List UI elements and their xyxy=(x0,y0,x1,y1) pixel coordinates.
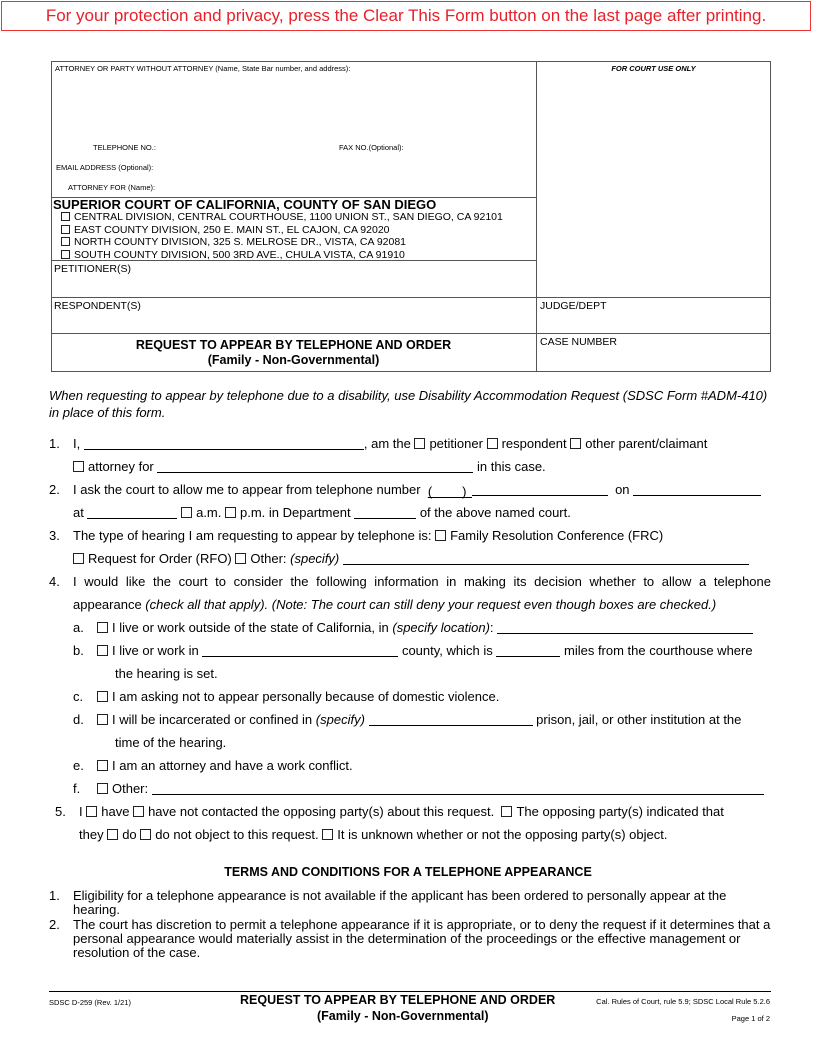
other-parent-checkbox[interactable] xyxy=(570,438,581,449)
item-5-line2: they do do not object to this request. It is unknown whether or not the opposing party(s) object. xyxy=(79,827,668,842)
item-4b: b. I live or work in county, which is miles from the courthouse where xyxy=(73,643,753,658)
petitioner-field[interactable]: PETITIONER(S) xyxy=(54,263,132,275)
terms-list xyxy=(49,889,771,961)
miles-input[interactable] xyxy=(496,643,560,657)
footer-title: REQUEST TO APPEAR BY TELEPHONE AND ORDER xyxy=(240,993,556,1007)
department-input[interactable] xyxy=(354,505,416,519)
telephone-label: TELEPHONE NO.: xyxy=(93,143,156,152)
item-4c: c. I am asking not to appear personally because of domestic violence. xyxy=(73,689,500,704)
county-input[interactable] xyxy=(202,643,398,657)
name-input[interactable] xyxy=(84,436,364,450)
term-item: 1. Eligibility for a telephone appearance is not available if the applicant has been ordered to personally appear at the hearing. xyxy=(49,888,727,917)
case-number-field[interactable]: CASE NUMBER xyxy=(540,336,618,348)
do-not-checkbox[interactable] xyxy=(140,829,151,840)
incarcerated-checkbox[interactable] xyxy=(97,714,108,725)
item-4a: a. I live or work outside of the state of California, in (specify location): xyxy=(73,620,753,636)
attorney-checkbox[interactable] xyxy=(73,461,84,472)
item-4-line2: appearance (check all that apply). (Note: The court can still deny your request even though boxes are checked.) xyxy=(73,597,717,612)
division-east[interactable]: EAST COUNTY DIVISION, 250 E. MAIN ST., EL CAJON, CA 92020 xyxy=(61,224,503,237)
other-reason-input[interactable] xyxy=(152,781,764,795)
item-5: 5. I have have not contacted the opposing party(s) about this request. The opposing party(s) indicated that xyxy=(55,804,724,819)
item-4b-line2: the hearing is set. xyxy=(115,666,218,681)
attorney-for-label: ATTORNEY FOR (Name): xyxy=(68,183,156,192)
frc-checkbox[interactable] xyxy=(435,530,446,541)
item-2: 2. I ask the court to allow me to appear from telephone number ( ) on xyxy=(49,482,761,498)
item-3: 3. The type of hearing I am requesting to appear by telephone is: Family Resolution Conference (FRC) xyxy=(49,528,664,543)
domestic-violence-checkbox[interactable] xyxy=(97,691,108,702)
phone-input[interactable] xyxy=(472,482,608,496)
item-4f: f. Other: xyxy=(73,781,764,797)
court-use-label: FOR COURT USE ONLY xyxy=(611,64,696,73)
checkbox[interactable] xyxy=(61,250,70,259)
form-title: REQUEST TO APPEAR BY TELEPHONE AND ORDER (Family - Non-Governmental) xyxy=(135,338,452,367)
email-label: EMAIL ADDRESS (Optional): xyxy=(56,163,154,172)
privacy-banner: For your protection and privacy, press the Clear This Form button on the last page after printing. xyxy=(1,1,811,31)
division-list xyxy=(61,211,503,261)
item-2-line2: at a.m. p.m. in Department of the above named court. xyxy=(73,505,571,520)
division-south[interactable]: SOUTH COUNTY DIVISION, 500 3RD AVE., CHULA VISTA, CA 91910 xyxy=(61,249,503,262)
institution-input[interactable] xyxy=(369,712,533,726)
have-checkbox[interactable] xyxy=(86,806,97,817)
time-input[interactable] xyxy=(87,505,177,519)
attorney-label: ATTORNEY OR PARTY WITHOUT ATTORNEY (Name, State Bar number, and address): xyxy=(55,64,351,73)
respondent-field[interactable]: RESPONDENT(S) xyxy=(54,300,141,312)
county-checkbox[interactable] xyxy=(97,645,108,656)
petitioner-checkbox[interactable] xyxy=(414,438,425,449)
item-4d-line2: time of the hearing. xyxy=(115,735,227,750)
item-3-line2: Request for Order (RFO) Other: (specify) xyxy=(73,551,749,567)
opposing-indicated-checkbox[interactable] xyxy=(501,806,512,817)
page-number: Page 1 of 2 xyxy=(731,1014,770,1023)
fax-label: FAX NO.(Optional): xyxy=(339,143,404,152)
pm-checkbox[interactable] xyxy=(225,507,236,518)
item-1: 1. I, , am the petitioner respondent other parent/claimant xyxy=(49,436,708,451)
item-4d: d. I will be incarcerated or confined in (specify) prison, jail, or other institution at the xyxy=(73,712,742,727)
date-input[interactable] xyxy=(633,482,761,496)
footer-rule xyxy=(49,991,771,992)
item-4e: e. I am an attorney and have a work conflict. xyxy=(73,758,353,773)
attorney-for-input[interactable] xyxy=(157,459,473,473)
judge-dept-field[interactable]: JUDGE/DEPT xyxy=(540,300,607,312)
item-4: 4. I would like the court to consider the following information in making its decision whether to allow a telephone xyxy=(49,574,771,589)
area-code-input[interactable]: ( ) xyxy=(428,484,472,498)
do-checkbox[interactable] xyxy=(107,829,118,840)
respondent-checkbox[interactable] xyxy=(487,438,498,449)
other-hearing-checkbox[interactable] xyxy=(235,553,246,564)
divider xyxy=(536,61,537,372)
checkbox[interactable] xyxy=(61,212,70,221)
am-checkbox[interactable] xyxy=(181,507,192,518)
division-central[interactable]: CENTRAL DIVISION, CENTRAL COURTHOUSE, 1100 UNION ST., SAN DIEGO, CA 92101 xyxy=(61,211,503,224)
outside-california-checkbox[interactable] xyxy=(97,622,108,633)
checkbox[interactable] xyxy=(61,237,70,246)
court-name: SUPERIOR COURT OF CALIFORNIA, COUNTY OF SAN DIEGO xyxy=(53,197,437,212)
have-not-checkbox[interactable] xyxy=(133,806,144,817)
other-reason-checkbox[interactable] xyxy=(97,783,108,794)
location-input[interactable] xyxy=(497,620,753,634)
footer-subtitle: (Family - Non-Governmental) xyxy=(317,1009,489,1023)
other-hearing-input[interactable] xyxy=(343,551,749,565)
rfo-checkbox[interactable] xyxy=(73,553,84,564)
form-number: SDSC D-259 (Rev. 1/21) xyxy=(49,998,131,1007)
division-north[interactable]: NORTH COUNTY DIVISION, 325 S. MELROSE DR., VISTA, CA 92081 xyxy=(61,236,503,249)
intro-note: When requesting to appear by telephone due to a disability, use Disability Accommodation Request (SDSC Form #ADM-410) in place of this form. xyxy=(49,388,768,420)
term-item: 2. The court has discretion to permit a telephone appearance if it is appropriate, or to deny the request if it determines that a personal appearance would materially assist in the determination of the proceedings or the effective management or resolution of the case. xyxy=(49,917,771,960)
work-conflict-checkbox[interactable] xyxy=(97,760,108,771)
item-1-line2: attorney for in this case. xyxy=(73,459,546,475)
terms-heading: TERMS AND CONDITIONS FOR A TELEPHONE APPEARANCE xyxy=(224,865,592,879)
unknown-checkbox[interactable] xyxy=(322,829,333,840)
footer-rules: Cal. Rules of Court, rule 5.9; SDSC Local Rule 5.2.6 xyxy=(596,997,770,1006)
checkbox[interactable] xyxy=(61,225,70,234)
